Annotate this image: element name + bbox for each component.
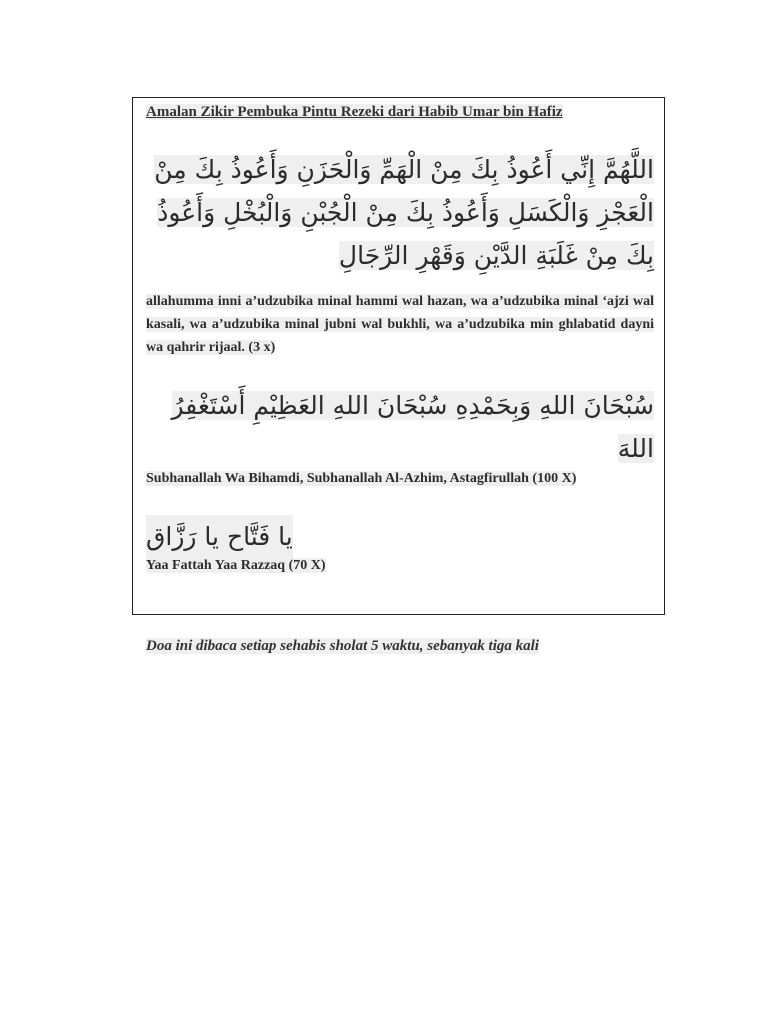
transliteration-3: [146, 554, 654, 577]
document-title-text: Amalan Zikir Pembuka Pintu Rezeki dari Habib Umar bin Hafiz: [146, 104, 563, 120]
arabic-prayer-2-text: سُبْحَانَ اللهِ وَبِحَمْدِهِ سُبْحَانَ اللهِ العَظِيْمِ أَسْتَغْفِرُ اللهَ: [171, 391, 654, 463]
footnote: [146, 636, 539, 656]
document-title: [146, 103, 563, 121]
arabic-prayer-1-text: اللَّهُمَّ إِنِّي أَعُوذُ بِكَ مِنْ الْهَمِّ وَالْحَزَنِ وَأَعُوذُ بِكَ مِنْ الْعَجْزِ وَالْكَسَلِ وَأَعُوذُ بِكَ مِنْ الْجُبْنِ وَالْبُخْلِ وَأَعُوذُ بِكَ مِنْ غَلَبَةِ الدَّيْنِ وَقَهْرِ الرِّجَالِ: [154, 155, 654, 270]
arabic-prayer-3: [146, 515, 654, 558]
transliteration-2: [146, 467, 654, 490]
transliteration-2-text: Subhanallah Wa Bihamdi, Subhanallah Al-Azhim, Astagfirullah (100 X): [146, 471, 577, 486]
transliteration-1-text: allahumma inni a’udzubika minal hammi wal hazan, wa a’udzubika minal ‘ajzi wal kasali, wa a’udzubika minal jubni wal bukhli, wa a’udzubika min ghlabatid dayni wa qahrir rijaal. (3 x): [146, 294, 654, 355]
footnote-text: Doa ini dibaca setiap sehabis sholat 5 waktu, sebanyak tiga kali: [146, 638, 539, 654]
arabic-prayer-1: [146, 148, 654, 277]
transliteration-1: [146, 290, 654, 359]
transliteration-3-text: Yaa Fattah Yaa Razzaq (70 X): [146, 558, 326, 573]
arabic-prayer-2: [146, 384, 654, 470]
arabic-prayer-3-text: يا فَتَّاح يا رَزَّاق: [146, 515, 293, 558]
